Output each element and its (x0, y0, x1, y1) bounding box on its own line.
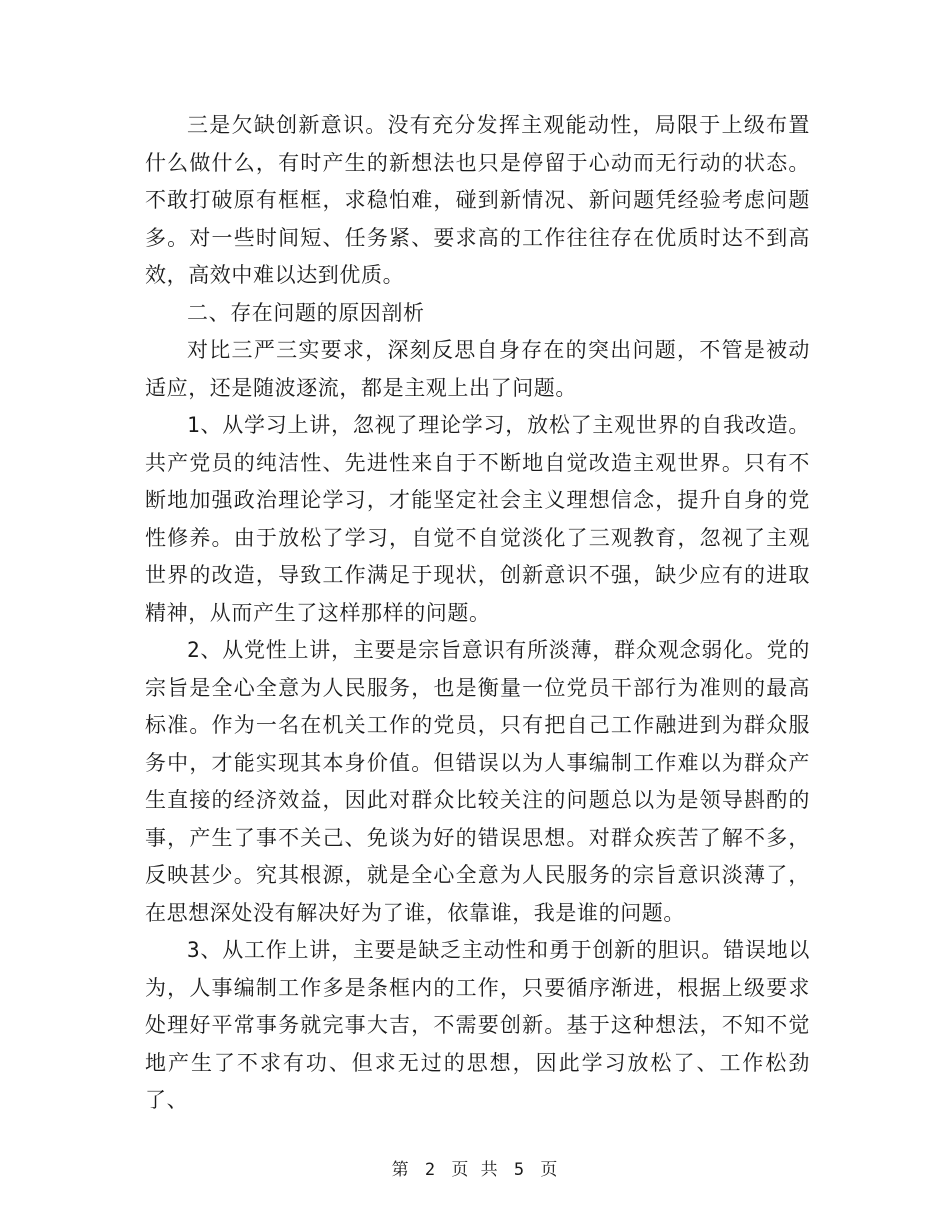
footer-current-page: 2 (424, 1160, 437, 1180)
paragraph-study: 1、从学习上讲，忽视了理论学习，放松了主观世界的自我改造。共产党员的纯洁性、先进性来自于不断地自觉改造主观世界。只有不断地加强政治理论学习，才能坚定社会主义理想信念，提升自身的党性修养。由于放松了学习，自觉不自觉淡化了三观教育，忽视了主观世界的改造，导致工作满足于现状，创新意识不强，缺少应有的进取精神，从而产生了这样那样的问题。 (145, 413, 810, 625)
footer-suffix: 页 (540, 1160, 559, 1180)
document-body (145, 107, 810, 1120)
page-number-footer (0, 1155, 950, 1180)
paragraph-work: 3、从工作上讲，主要是缺乏主动性和勇于创新的胆识。错误地以为，人事编制工作多是条框内的工作，只要循序渐进，根据上级要求处理好平常事务就完事大吉，不需要创新。基于这种想法，不知不觉地产生了不求有功、但求无过的思想，因此学习放松了、工作松劲了、 (145, 938, 810, 1112)
section-heading-cause-analysis: 二、存在问题的原因剖析 (187, 300, 425, 325)
paragraph-party-spirit: 2、从党性上讲，主要是宗旨意识有所淡薄，群众观念弱化。党的宗旨是全心全意为人民服务，也是衡量一位党员干部行为准则的最高标准。作为一名在机关工作的党员，只有把自己工作融进到为群众服务中，才能实现其本身价值。但错误以为人事编制工作难以为群众产生直接的经济效益，因此对群众比较关注的问题总以为是领导斟酌的事，产生了事不关己、免谈为好的错误思想。对群众疾苦了解不多，反映甚少。究其根源，就是全心全意为人民服务的宗旨意识淡薄了，在思想深处没有解决好为了谁，依靠谁，我是谁的问题。 (145, 638, 810, 925)
footer-total-pages: 5 (513, 1160, 526, 1180)
paragraph-lack-innovation: 三是欠缺创新意识。没有充分发挥主观能动性，局限于上级布置什么做什么，有时产生的新想法也只是停留于心动而无行动的状态。不敢打破原有框框，求稳怕难，碰到新情况、新问题凭经验考虑问题多。对一些时间短、任务紧、要求高的工作往往存在优质时达不到高效，高效中难以达到优质。 (145, 113, 810, 287)
footer-prefix: 第 (391, 1160, 410, 1180)
footer-middle: 页 共 (451, 1160, 499, 1180)
paragraph-reflection: 对比三严三实要求，深刻反思自身存在的突出问题，不管是被动适应，还是随波逐流，都是主观上出了问题。 (145, 338, 810, 400)
